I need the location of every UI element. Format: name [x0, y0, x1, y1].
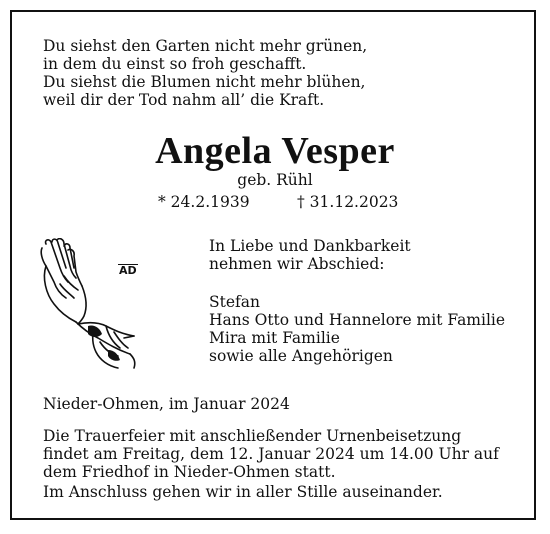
birth-date: * 24.2.1939 [158, 193, 250, 211]
funeral-service-info [43, 427, 499, 481]
mourner: Hans Otto und Hannelore mit Familie [209, 311, 506, 329]
poem-line: weil dir der Tod nahm all’ die Kraft. [43, 91, 325, 109]
farewell-line: nehmen wir Abschied: [209, 255, 385, 273]
artist-monogram: AD [119, 264, 137, 277]
poem-line: in dem du einst so froh geschafft. [43, 55, 307, 73]
deceased-name: Angela Vesper [155, 130, 395, 172]
poem [43, 37, 367, 109]
service-line: findet am Freitag, dem 12. Januar 2024 um 14.00 Uhr auf [43, 445, 499, 463]
farewell-text [209, 237, 411, 273]
farewell-line: In Liebe und Dankbarkeit [209, 237, 411, 255]
birth-name: geb. Rühl [237, 171, 313, 189]
mourner: Stefan [209, 293, 260, 311]
closing-line: Im Anschluss gehen wir in aller Stille auseinander. [43, 483, 443, 501]
mourners-list [209, 293, 505, 365]
praying-hands-icon [38, 238, 140, 370]
service-line: Die Trauerfeier mit anschließender Urnenbeisetzung [43, 427, 462, 445]
poem-line: Du siehst die Blumen nicht mehr blühen, [43, 73, 366, 91]
mourner: sowie alle Angehörigen [209, 347, 393, 365]
death-date: † 31.12.2023 [297, 193, 399, 211]
poem-line: Du siehst den Garten nicht mehr grünen, [43, 37, 368, 55]
service-line: dem Friedhof in Nieder-Ohmen statt. [43, 463, 336, 481]
mourner: Mira mit Familie [209, 329, 340, 347]
place-and-date: Nieder-Ohmen, im Januar 2024 [43, 395, 290, 413]
